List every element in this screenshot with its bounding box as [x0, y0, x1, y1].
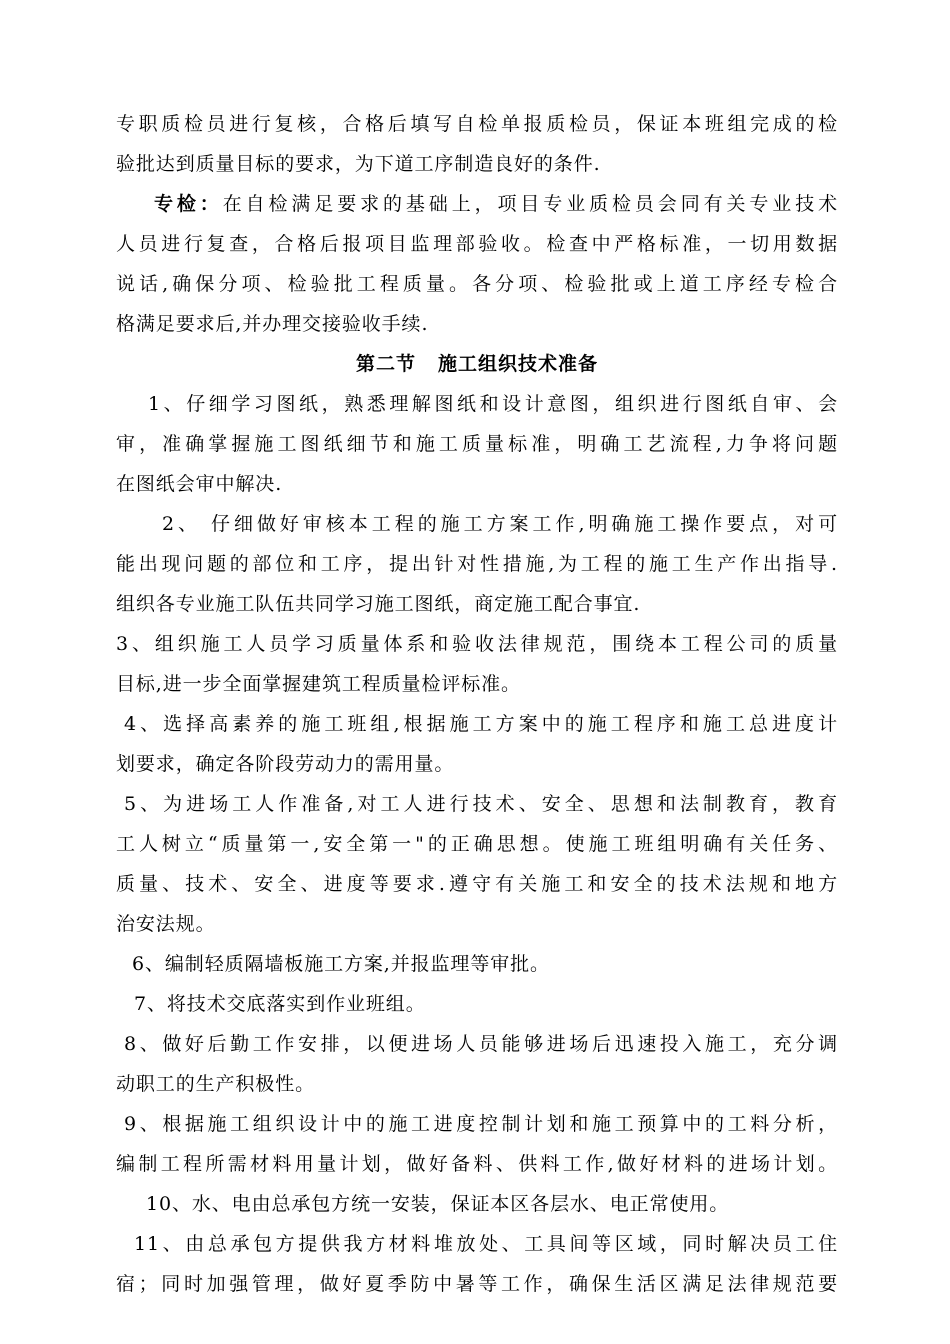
list-item — [116, 504, 838, 624]
list-item — [116, 784, 838, 944]
text-line: 划要求，确定各阶段劳动力的需用量。 — [116, 753, 455, 775]
list-item — [116, 704, 838, 784]
text-line: 审，准确掌握施工图纸细节和施工质量标准，明确工艺流程,力争将问题 — [116, 433, 838, 455]
section-heading — [116, 344, 838, 384]
text-line: 在图纸会审中解决. — [116, 473, 283, 495]
list-item — [116, 1024, 838, 1104]
text-line: 说话,确保分项、检验批工程质量。各分项、检验批或上道工序经专检合 — [116, 273, 838, 295]
text-line: 质量、技术、安全、进度等要求.遵守有关施工和安全的技术法规和地方 — [116, 873, 838, 895]
text-line: 7、将技术交底落实到作业班组。 — [134, 993, 426, 1015]
text-line: 8、做好后勤工作安排，以便进场人员能够进场后迅速投入施工，充分调 — [124, 1033, 838, 1055]
text-line: 9、根据施工组织设计中的施工进度控制计划和施工预算中的工料分析， — [124, 1113, 838, 1135]
text-line: 能出现问题的部位和工序，提出针对性措施,为工程的施工生产作出指导. — [116, 553, 838, 575]
text-line: 3、组织施工人员学习质量体系和验收法律规范，围绕本工程公司的质量 — [116, 633, 838, 655]
text-line: 宿；同时加强管理，做好夏季防中暑等工作，确保生活区满足法律规范要 — [116, 1273, 838, 1295]
text-line: 编制工程所需材料用量计划，做好备料、供料工作,做好材料的进场计划。 — [116, 1153, 838, 1175]
text-line: 治安法规。 — [116, 913, 216, 935]
text-line: 10、水、电由总承包方统一安装，保证本区各层水、电正常使用。 — [146, 1193, 730, 1215]
list-item — [116, 624, 838, 704]
list-item — [116, 384, 838, 504]
text-line: 组织各专业施工队伍共同学习施工图纸，商定施工配合事宜. — [116, 593, 641, 615]
text-line: 目标,进一步全面掌握建筑工程质量检评标准。 — [116, 673, 521, 695]
special-check-label: 专检： — [154, 193, 223, 215]
paragraph-special-check — [116, 184, 838, 344]
list-item — [116, 984, 838, 1024]
text-line: 验批达到质量目标的要求，为下道工序制造良好的条件. — [116, 153, 601, 175]
text-line — [116, 184, 838, 224]
paragraph-self-check — [116, 104, 838, 184]
text-line: 专职质检员进行复核，合格后填写自检单报质检员，保证本班组完成的检 — [116, 113, 838, 135]
text-line: 格满足要求后,并办理交接验收手续. — [116, 313, 429, 335]
text-line: 2、 仔细做好审核本工程的施工方案工作,明确施工操作要点，对可 — [162, 513, 838, 535]
list-item — [116, 944, 838, 984]
document-page — [116, 104, 838, 1304]
text-line: 5、为进场工人作准备,对工人进行技术、安全、思想和法制教育，教育 — [124, 793, 838, 815]
text-line: 11、由总承包方提供我方材料堆放处、工具间等区域，同时解决员工住 — [134, 1233, 838, 1255]
text-line: 1、仔细学习图纸，熟悉理解图纸和设计意图，组织进行图纸自审、会 — [148, 393, 838, 415]
text-line: 6、编制轻质隔墙板施工方案,并报监理等审批。 — [132, 953, 550, 975]
section-title: 施工组织技术准备 — [438, 353, 599, 375]
text-line: 动职工的生产积极性。 — [116, 1073, 316, 1095]
list-item — [116, 1104, 838, 1184]
list-item — [116, 1184, 838, 1224]
section-number: 第二节 — [355, 353, 416, 375]
list-item — [116, 1224, 838, 1304]
text-line: 4、选择高素养的施工班组,根据施工方案中的施工程序和施工总进度计 — [124, 713, 838, 735]
text-line: 人员进行复查，合格后报项目监理部验收。检查中严格标准，一切用数据 — [116, 233, 838, 255]
text-span: 在自检满足要求的基础上，项目专业质检员会同有关专业技术 — [222, 193, 838, 215]
text-line: 工人树立“质量第一,安全第一"的正确思想。使施工班组明确有关任务、 — [116, 833, 838, 855]
